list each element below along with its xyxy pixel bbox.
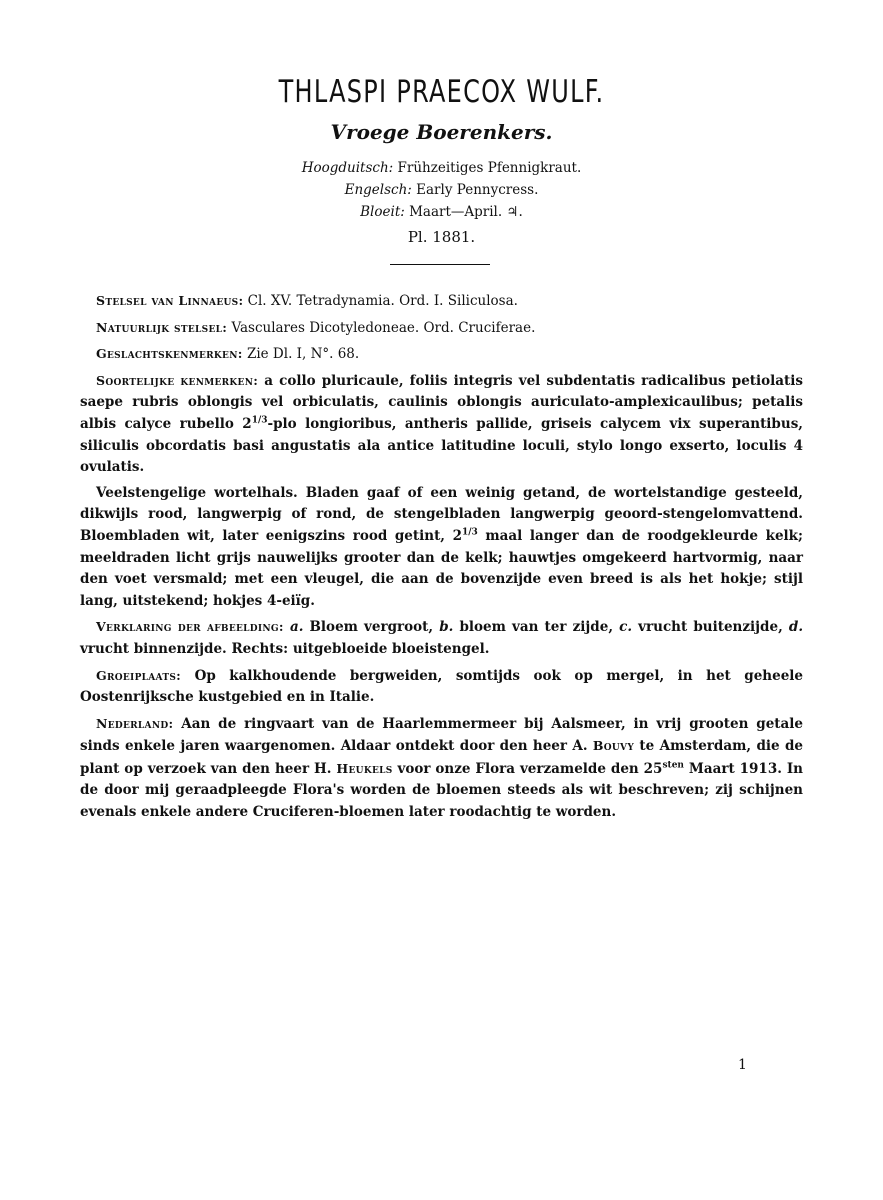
- linnaeus-label: Stelsel van Linnaeus:: [96, 293, 244, 308]
- genus-paragraph: [80, 343, 803, 366]
- netherlands-text-b: te Amsterdam, die de plant op verzoek van den heer H.: [80, 738, 803, 777]
- figure-b-key: b.: [439, 619, 454, 636]
- netherlands-text-c: voor onze Flora verzamelde den 25: [392, 760, 663, 777]
- figure-c-key: c.: [619, 619, 633, 636]
- english-label: Engelsch:: [344, 182, 412, 198]
- species-text-b: -plo longioribus, antheris pallide, griseis calycem vix superantibus, siliculis obcordatis basi angustatis ala antice latitudine loculi, stylo longo exserto, loculis 4 ovulatis.: [80, 415, 803, 476]
- german-name: Frühzeitiges Pfennigkraut.: [397, 160, 582, 176]
- german-name-row: [0, 157, 883, 179]
- species-label: Soortelijke kenmerken:: [96, 372, 259, 388]
- netherlands-superscript: sten: [662, 760, 684, 771]
- page-number: 1: [738, 1057, 747, 1073]
- habitat-label: Groeiplaats:: [96, 667, 182, 683]
- habitat-paragraph: [80, 665, 803, 709]
- dutch-description-fraction: 1/3: [461, 527, 478, 538]
- dutch-description-paragraph: [80, 483, 803, 613]
- species-text-a: a collo pluricaule, foliis integris vel subdentatis radicalibus petiolatis saepe rubris oblongis vel orbiculatis, caulinis oblongis auriculato-amplexicaulibus; petalis albis calyce rubello 2: [80, 372, 803, 432]
- netherlands-heukels: Heukels: [336, 760, 393, 776]
- habitat-text: Op kalkhoudende bergweiden, somtijds ook op mergel, in het geheele Oostenrijksche kustgebied en in Italie.: [80, 667, 804, 706]
- dutch-description-a: Veelstengelige wortelhals. Bladen gaaf of een weinig getand, de wortelstandige gesteeld, dikwijls rood, langwerpig of rond, de stengelbladen langwerpig geoord-stengelomvattend. Bloembladen wit, later eenigszins rood getint, 2: [80, 484, 803, 544]
- linnaeus-paragraph: [80, 290, 803, 313]
- english-name: Early Pennycress.: [416, 182, 539, 198]
- figure-a-key: a.: [289, 619, 304, 636]
- figure-explanation-paragraph: [80, 616, 803, 660]
- netherlands-text-d: Maart 1913. In de door mij geraadpleegde Flora's worden de bloemen steeds als wit beschreven; zij schijnen evenals enkele andere Cruciferen-bloemen later roodachtig te worden.: [80, 760, 803, 821]
- figure-label: Verklaring der afbeelding:: [96, 619, 284, 635]
- natural-system-text: Vasculares Dicotyledoneae. Ord. Cruciferae.: [231, 319, 536, 336]
- figure-b-text: bloem van ter zijde,: [453, 619, 620, 636]
- figure-d-text: vrucht binnenzijde. Rechts: uitgebloeide bloeistengel.: [80, 640, 490, 657]
- figure-c-text: vrucht buitenzijde,: [632, 619, 789, 636]
- plate-number: Pl. 1881.: [407, 228, 476, 246]
- netherlands-text-a: Aan de ringvaart van de Haarlemmermeer bij Aalsmeer, in vrij grooten getale sinds enkele jaren waargenomen. Aldaar ontdekt door den heer A.: [80, 715, 803, 755]
- netherlands-bouvy: Bouvy: [592, 738, 635, 754]
- species-fraction: 1/3: [251, 415, 268, 426]
- bloom-row: [0, 201, 883, 223]
- german-label: Hoogduitsch:: [301, 160, 394, 176]
- netherlands-paragraph: [80, 713, 803, 824]
- dutch-description-b: maal langer dan de roodgekleurde kelk; meeldraden licht grijs nauwelijks grooter dan de kelk; hauwtjes omgekeerd hartvormig, naar den voet versmald; met een vleugel, die aan de bovenzijde even breed is als het hokje; stijl lang, uitstekend; hokjes 4-eiïg.: [80, 527, 803, 609]
- body-text: [80, 290, 803, 828]
- natural-system-label: Natuurlijk stelsel:: [96, 319, 228, 335]
- linnaeus-text: Cl. XV. Tetradynamia. Ord. I. Siliculosa.: [247, 293, 518, 309]
- bloom-value: Maart—April. ♃.: [409, 204, 523, 220]
- english-name-row: [0, 179, 883, 201]
- bloom-label: Bloeit:: [360, 204, 405, 220]
- common-names-block: [0, 157, 883, 223]
- figure-a-text: Bloem vergroot,: [303, 619, 440, 636]
- divider-rule: [390, 264, 490, 265]
- natural-system-paragraph: [80, 317, 803, 340]
- page-title: THLASPI PRAECOX WULF.: [278, 74, 605, 110]
- species-paragraph: [80, 370, 803, 479]
- netherlands-label: Nederland:: [96, 715, 174, 731]
- figure-d-key: d.: [788, 619, 804, 636]
- genus-label: Geslachtskenmerken:: [96, 346, 243, 362]
- genus-text: Zie Dl. I, N°. 68.: [246, 346, 360, 363]
- dutch-common-name: Vroege Boerenkers.: [330, 120, 553, 144]
